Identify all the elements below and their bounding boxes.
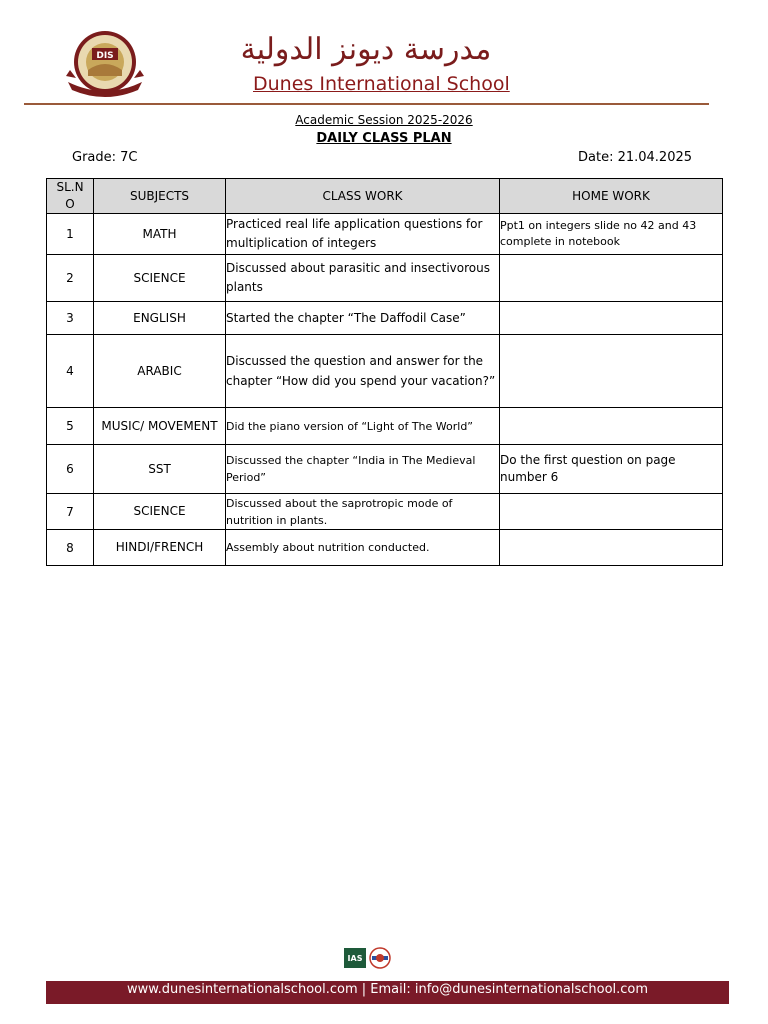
row-subject: ENGLISH bbox=[94, 302, 226, 335]
row-class-work: Did the piano version of “Light of The World” bbox=[226, 408, 500, 445]
date-label: Date: 21.04.2025 bbox=[578, 150, 693, 165]
footer-contact: www.dunesinternationalschool.com | Email: info@dunesinternationalschool.com bbox=[126, 982, 649, 997]
table-row bbox=[47, 255, 723, 302]
row-subject: MATH bbox=[94, 214, 226, 255]
row-home-work: Do the first question on page number 6 bbox=[500, 445, 723, 494]
row-home-work: Ppt1 on integers slide no 42 and 43 complete in notebook bbox=[500, 214, 723, 255]
row-number: 6 bbox=[47, 445, 94, 494]
logo-text: DIS bbox=[96, 51, 114, 61]
header-subjects: SUBJECTS bbox=[94, 179, 226, 214]
row-class-work: Discussed the question and answer for the chapter “How did you spend your vacation?” bbox=[226, 335, 500, 408]
school-name: Dunes International School bbox=[253, 73, 510, 95]
table-row bbox=[47, 530, 723, 566]
table-row bbox=[47, 494, 723, 530]
table-row bbox=[47, 302, 723, 335]
header-slno: SL.NO bbox=[47, 179, 94, 214]
table-row bbox=[47, 335, 723, 408]
row-home-work bbox=[500, 335, 723, 408]
school-logo bbox=[64, 30, 146, 98]
row-home-work bbox=[500, 494, 723, 530]
table-header-row bbox=[47, 179, 723, 214]
row-subject: SST bbox=[94, 445, 226, 494]
row-class-work: Discussed about the saprotropic mode of nutrition in plants. bbox=[226, 494, 500, 530]
row-class-work: Practiced real life application questions for multiplication of integers bbox=[226, 214, 500, 255]
row-home-work bbox=[500, 408, 723, 445]
row-home-work bbox=[500, 530, 723, 566]
accreditation-label: IAS bbox=[347, 954, 363, 963]
row-number: 3 bbox=[47, 302, 94, 335]
row-subject: SCIENCE bbox=[94, 255, 226, 302]
header-divider bbox=[24, 103, 709, 105]
row-number: 1 bbox=[47, 214, 94, 255]
row-home-work bbox=[500, 302, 723, 335]
page-title: DAILY CLASS PLAN bbox=[316, 131, 452, 146]
table-row bbox=[47, 445, 723, 494]
row-subject: MUSIC/ MOVEMENT bbox=[94, 408, 226, 445]
table-row bbox=[47, 408, 723, 445]
row-number: 5 bbox=[47, 408, 94, 445]
academic-session-text: Academic Session 2025-2026 bbox=[295, 113, 473, 127]
row-subject: HINDI/FRENCH bbox=[94, 530, 226, 566]
row-number: 7 bbox=[47, 494, 94, 530]
row-number: 2 bbox=[47, 255, 94, 302]
class-plan-table bbox=[46, 178, 723, 566]
academic-session bbox=[0, 112, 768, 128]
accreditation-logos bbox=[342, 946, 394, 972]
row-number: 4 bbox=[47, 335, 94, 408]
row-class-work: Started the chapter “The Daffodil Case” bbox=[226, 302, 500, 335]
footer-bar bbox=[46, 981, 729, 1004]
row-class-work: Discussed about parasitic and insectivorous plants bbox=[226, 255, 500, 302]
row-class-work: Discussed the chapter “India in The Medieval Period” bbox=[226, 445, 500, 494]
grade-label: Grade: 7C bbox=[72, 150, 138, 165]
row-number: 8 bbox=[47, 530, 94, 566]
row-subject: ARABIC bbox=[94, 335, 226, 408]
row-subject: SCIENCE bbox=[94, 494, 226, 530]
header-class-work: CLASS WORK bbox=[226, 179, 500, 214]
school-name-arabic: مدرسة ديونز الدولية bbox=[240, 32, 492, 67]
header-home-work: HOME WORK bbox=[500, 179, 723, 214]
row-class-work: Assembly about nutrition conducted. bbox=[226, 530, 500, 566]
row-home-work bbox=[500, 255, 723, 302]
table-row bbox=[47, 214, 723, 255]
